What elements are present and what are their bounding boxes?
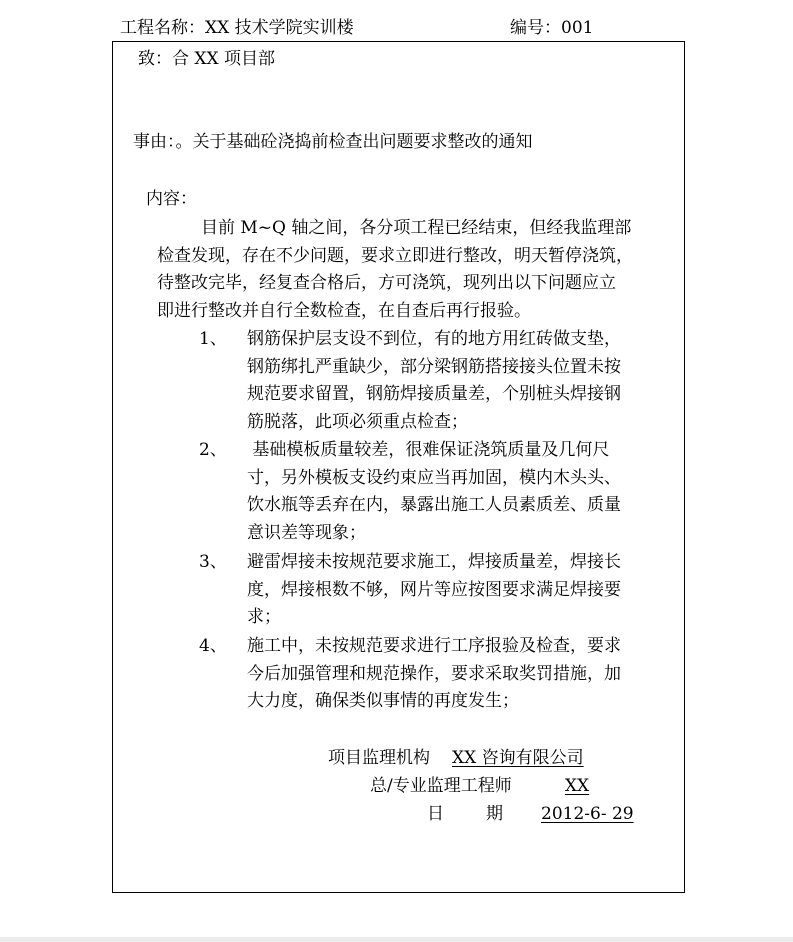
- supervision-org-label: 项目监理机构: [328, 748, 430, 768]
- issue-line: 规范要求留置，钢筋焊接质量差，个别桩头焊接钢: [247, 384, 621, 404]
- project-name: 工程名称：XX 技术学院实训楼: [120, 18, 354, 38]
- issue-number: 2、: [199, 440, 227, 460]
- issue-line: 饮水瓶等丢弃在内，暴露出施工人员素质差、质量: [247, 495, 621, 515]
- issue-line: 度，焊接根数不够，网片等应按图要求满足焊接要: [247, 579, 621, 600]
- issue-line: 基础模板质量较差，很难保证浇筑质量及几何尺: [247, 440, 610, 460]
- issue-number: 3、: [199, 552, 227, 572]
- serial-number: 编号：001: [510, 18, 594, 38]
- issue-line: 今后加强管理和规范操作，要求采取奖罚措施，加: [247, 663, 621, 684]
- intro-line: 即进行整改并自行全数检查，在自查后再行报验。: [157, 300, 531, 321]
- issue-line: 求；: [247, 607, 281, 627]
- page-bottom-edge: [0, 937, 793, 942]
- issue-line: 钢筋保护层支设不到位，有的地方用红砖做支垫，: [247, 329, 621, 349]
- engineer-value: XX: [564, 776, 590, 796]
- supervision-org-value: XX 咨询有限公司: [452, 748, 584, 768]
- issue-line: 施工中，未按规范要求进行工序报验及检查，要求: [247, 636, 621, 656]
- issue-line: 避雷焊接未按规范要求施工，焊接质量差，焊接长: [247, 552, 621, 572]
- subject: 事由：。关于基础砼浇捣前检查出问题要求整改的通知: [133, 132, 533, 152]
- intro-paragraph: [157, 215, 681, 325]
- date-label-second: 期: [486, 804, 503, 824]
- issue-line: 寸，另外模板支设约束应当再加固，模内木头头、: [247, 467, 621, 488]
- date-label-first: 日: [427, 804, 444, 824]
- issue-line: 大力度，确保类似事情的再度发生；: [247, 691, 519, 711]
- intro-line: 检查发现，存在不少问题，要求立即进行整改，明天暂停浇筑，: [157, 245, 633, 266]
- engineer-label: 总/专业监理工程师: [370, 776, 512, 796]
- issue-line: 筋脱落，此项必须重点检查；: [247, 411, 468, 432]
- issue-line: 钢筋绑扎严重缺少，部分梁钢筋搭接接头位置未按: [247, 356, 621, 377]
- content-label: 内容：: [146, 189, 197, 209]
- issue-number: 1、: [199, 329, 227, 349]
- intro-line: 目前 M~Q 轴之间，各分项工程已经结束，但经我监理部: [201, 218, 632, 238]
- issue-number: 4、: [199, 636, 227, 656]
- recipient: 致：合 XX 项目部: [138, 49, 276, 69]
- issue-line: 意识差等现象；: [247, 522, 366, 543]
- date-value: 2012-6- 29: [541, 804, 634, 824]
- intro-line: 待整改完毕，经复查合格后，方可浇筑，现列出以下问题应立: [157, 273, 616, 293]
